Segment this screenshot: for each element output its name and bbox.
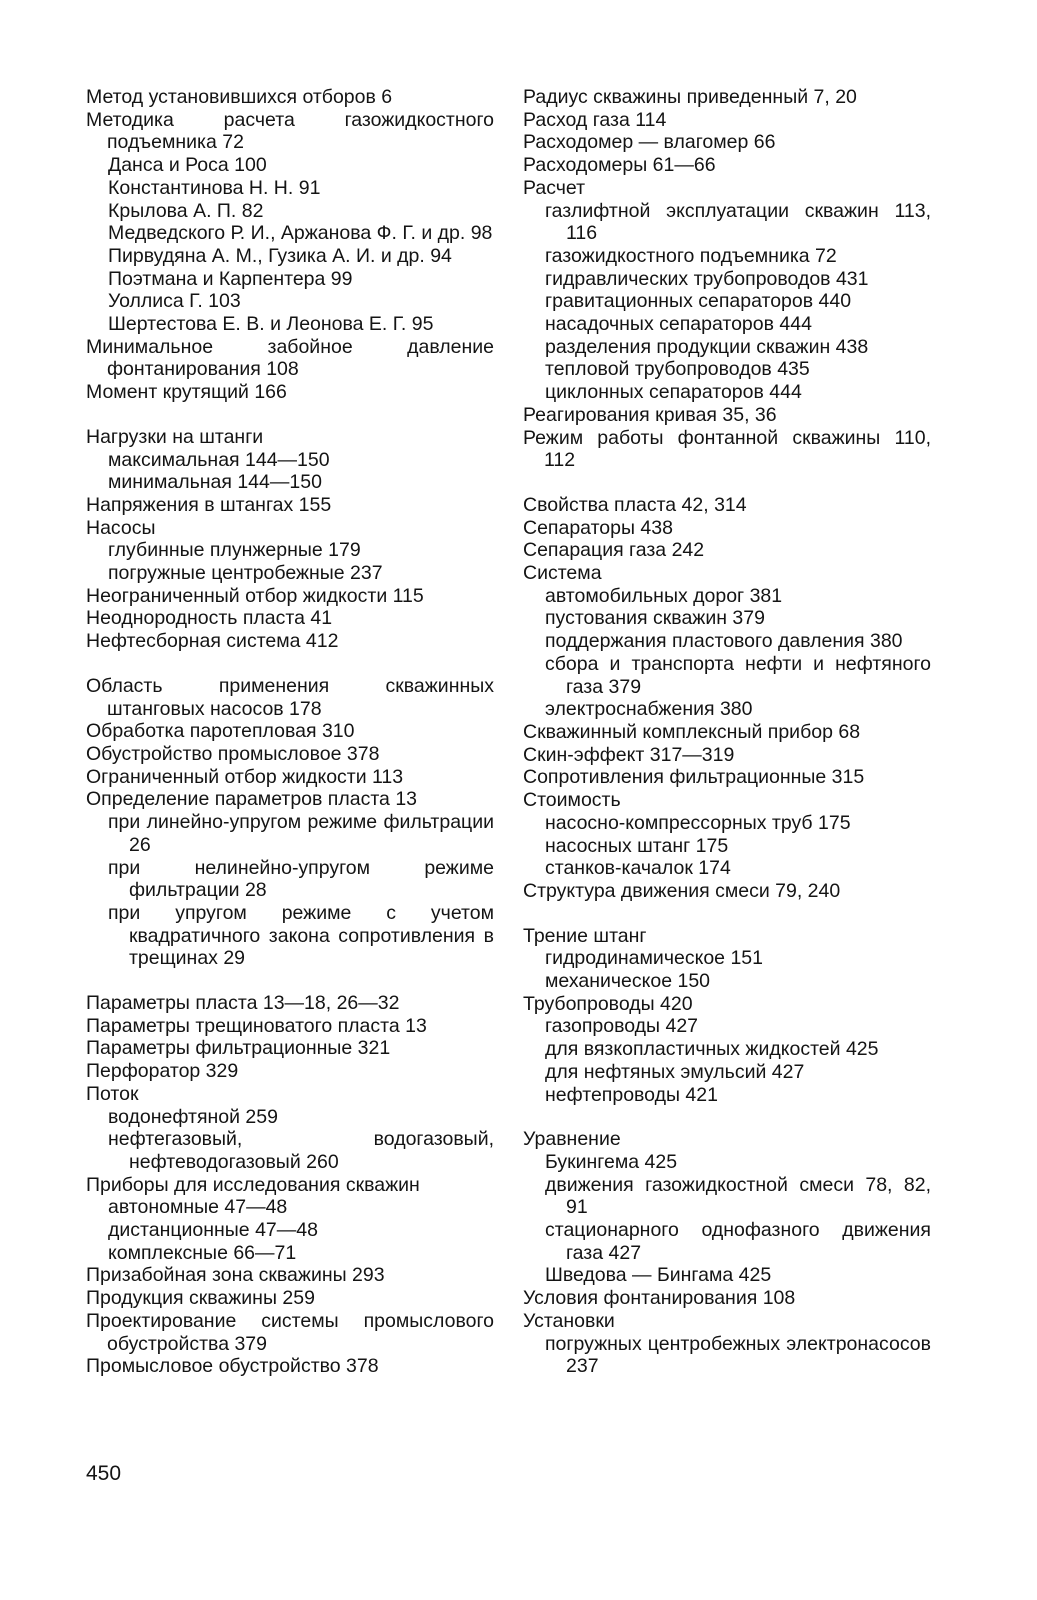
index-subentry: при линейно-упругом режиме фильтрации 26 [108, 811, 494, 856]
index-entry: Сепараторы 438 [523, 516, 673, 539]
index-subentry: для нефтяных эмульсий 427 [545, 1060, 805, 1083]
index-subentry: насосно-компрессорных труб 175 [545, 811, 851, 834]
index-subentry: тепловой трубопроводов 435 [545, 358, 810, 381]
index-subentry: сбора и транспорта нефти и нефтяного газа 379 [545, 652, 931, 698]
index-entry: Стоимость [523, 789, 621, 812]
index-subentry: гравитационных сепараторов 440 [545, 290, 852, 313]
index-subentry: Данса и Роса 100 [108, 154, 267, 177]
index-subentry: газлифтной эксплуатации скважин 113, 116 [545, 199, 931, 245]
index-entry: Область применения скважинных штанговых насосов 178 [86, 674, 494, 720]
index-entry: Свойства пласта 42, 314 [523, 493, 747, 516]
index-entry: Установки [523, 1309, 615, 1332]
index-entry: Структура движения смеси 79, 240 [523, 879, 841, 902]
index-subentry: нефтепроводы 421 [545, 1083, 718, 1106]
index-entry: Сопротивления фильтрационные 315 [523, 766, 865, 789]
index-subentry: водонефтяной 259 [108, 1105, 278, 1128]
index-subentry: Пирвудяна А. М., Гузика А. И. и др. 94 [108, 244, 452, 267]
index-subentry: циклонных сепараторов 444 [545, 381, 802, 404]
index-subentry: электроснабжения 380 [545, 698, 753, 721]
index-entry: Поток [86, 1082, 139, 1105]
index-subentry: насосных штанг 175 [545, 834, 729, 857]
index-entry: Приборы для исследования скважин [86, 1173, 420, 1196]
index-subentry: автономные 47—48 [108, 1196, 288, 1219]
index-subentry: Шертестова Е. В. и Леонова Е. Г. 95 [108, 313, 434, 336]
index-entry: Ограниченный отбор жидкости 113 [86, 765, 404, 788]
index-subentry: газопроводы 427 [545, 1015, 699, 1038]
index-entry: Параметры фильтрационные 321 [86, 1037, 391, 1060]
index-entry: Сепарация газа 242 [523, 539, 705, 562]
index-entry: Расходомер — влагомер 66 [523, 131, 776, 154]
index-subentry: Медведского Р. И., Аржанова Ф. Г. и др. 98 [108, 222, 493, 245]
index-subentry: минимальная 144—150 [108, 471, 322, 494]
index-entry: Система [523, 562, 602, 585]
index-entry: Минимальное забойное давление фонтанирования 108 [86, 335, 494, 381]
index-subentry: гидравлических трубопроводов 431 [545, 267, 869, 290]
index-entry: Трубопроводы 420 [523, 992, 693, 1015]
index-subentry: погружные центробежные 237 [108, 562, 383, 585]
index-entry: Уравнение [523, 1128, 621, 1151]
index-entry: Проектирование системы промыслового обустройства 379 [86, 1309, 494, 1355]
index-entry: Перфоратор 329 [86, 1060, 239, 1083]
index-entry: Нагрузки на штанги [86, 425, 264, 448]
index-entry: Режим работы фонтанной скважины 110, 112 [523, 426, 931, 472]
index-entry: Скважинный комплексный прибор 68 [523, 720, 861, 743]
index-entry: Промысловое обустройство 378 [86, 1355, 379, 1378]
index-subentry: движения газожидкостной смеси 78, 82, 91 [545, 1173, 931, 1219]
index-subentry: дистанционные 47—48 [108, 1219, 318, 1242]
index-entry: Обустройство промысловое 378 [86, 742, 380, 765]
index-subentry: Поэтмана и Карпентера 99 [108, 267, 353, 290]
index-subentry: глубинные плунжерные 179 [108, 539, 361, 562]
index-subentry: Крылова А. П. 82 [108, 199, 264, 222]
index-subentry: при упругом режиме с учетом квадратичного закона сопротивления в трещинах 29 [108, 901, 494, 970]
index-subentry: для вязкопластичных жидкостей 425 [545, 1038, 879, 1061]
index-subentry: гидродинамическое 151 [545, 947, 763, 970]
index-entry: Неограниченный отбор жидкости 115 [86, 584, 424, 607]
index-entry: Обработка паротепловая 310 [86, 720, 355, 743]
index-subentry: погружных центробежных электронасосов 237 [545, 1332, 931, 1378]
index-subentry: комплексные 66—71 [108, 1241, 297, 1264]
index-entry: Неоднородность пласта 41 [86, 607, 333, 630]
index-subentry: пустования скважин 379 [545, 607, 765, 630]
index-subentry: максимальная 144—150 [108, 448, 330, 471]
index-entry: Определение параметров пласта 13 [86, 788, 418, 811]
index-entry: Реагирования кривая 35, 36 [523, 403, 777, 426]
index-entry: Методика расчета газожидкостного подъемника 72 [86, 108, 494, 154]
index-subentry: газожидкостного подъемника 72 [545, 244, 837, 267]
index-subentry: при нелинейно-упругом режиме фильтрации 28 [108, 856, 494, 902]
index-subentry: насадочных сепараторов 444 [545, 313, 812, 336]
index-subentry: Константинова Н. Н. 91 [108, 176, 321, 199]
index-entry: Насосы [86, 516, 156, 539]
index-entry: Расход газа 114 [523, 108, 667, 131]
index-subentry: поддержания пластового давления 380 [545, 630, 903, 653]
index-entry: Расходомеры 61—66 [523, 154, 716, 177]
index-entry: Трение штанг [523, 924, 647, 947]
index-subentry: станков-качалок 174 [545, 857, 731, 880]
index-subentry: автомобильных дорог 381 [545, 584, 783, 607]
index-subentry: Уоллиса Г. 103 [108, 290, 241, 313]
index-entry: Условия фонтанирования 108 [523, 1287, 796, 1310]
index-entry: Напряжения в штангах 155 [86, 493, 332, 516]
index-entry: Нефтесборная система 412 [86, 630, 339, 653]
index-entry: Призабойная зона скважины 293 [86, 1264, 385, 1287]
index-column-left [86, 86, 494, 1378]
index-entry: Момент крутящий 166 [86, 381, 287, 404]
index-column-right [523, 86, 931, 1378]
index-entry: Продукция скважины 259 [86, 1287, 315, 1310]
index-subentry: стационарного однофазного движения газа 427 [545, 1219, 931, 1264]
index-entry: Скин-эффект 317—319 [523, 743, 735, 766]
index-subentry: Букингема 425 [545, 1150, 678, 1173]
index-entry: Параметры пласта 13—18, 26—32 [86, 992, 400, 1015]
index-subentry: нефтегазовый, водогазовый, нефтеводогазовый 260 [108, 1128, 494, 1173]
index-entry: Метод установившихся отборов 6 [86, 86, 393, 108]
index-entry: Расчет [523, 176, 586, 199]
index-subentry: Шведова — Бингама 425 [545, 1264, 772, 1287]
page-number: 450 [86, 1462, 122, 1485]
index-entry: Параметры трещиноватого пласта 13 [86, 1014, 427, 1037]
index-entry: Радиус скважины приведенный 7, 20 [523, 86, 857, 108]
index-subentry: механическое 150 [545, 970, 711, 993]
index-subentry: разделения продукции скважин 438 [545, 335, 869, 358]
